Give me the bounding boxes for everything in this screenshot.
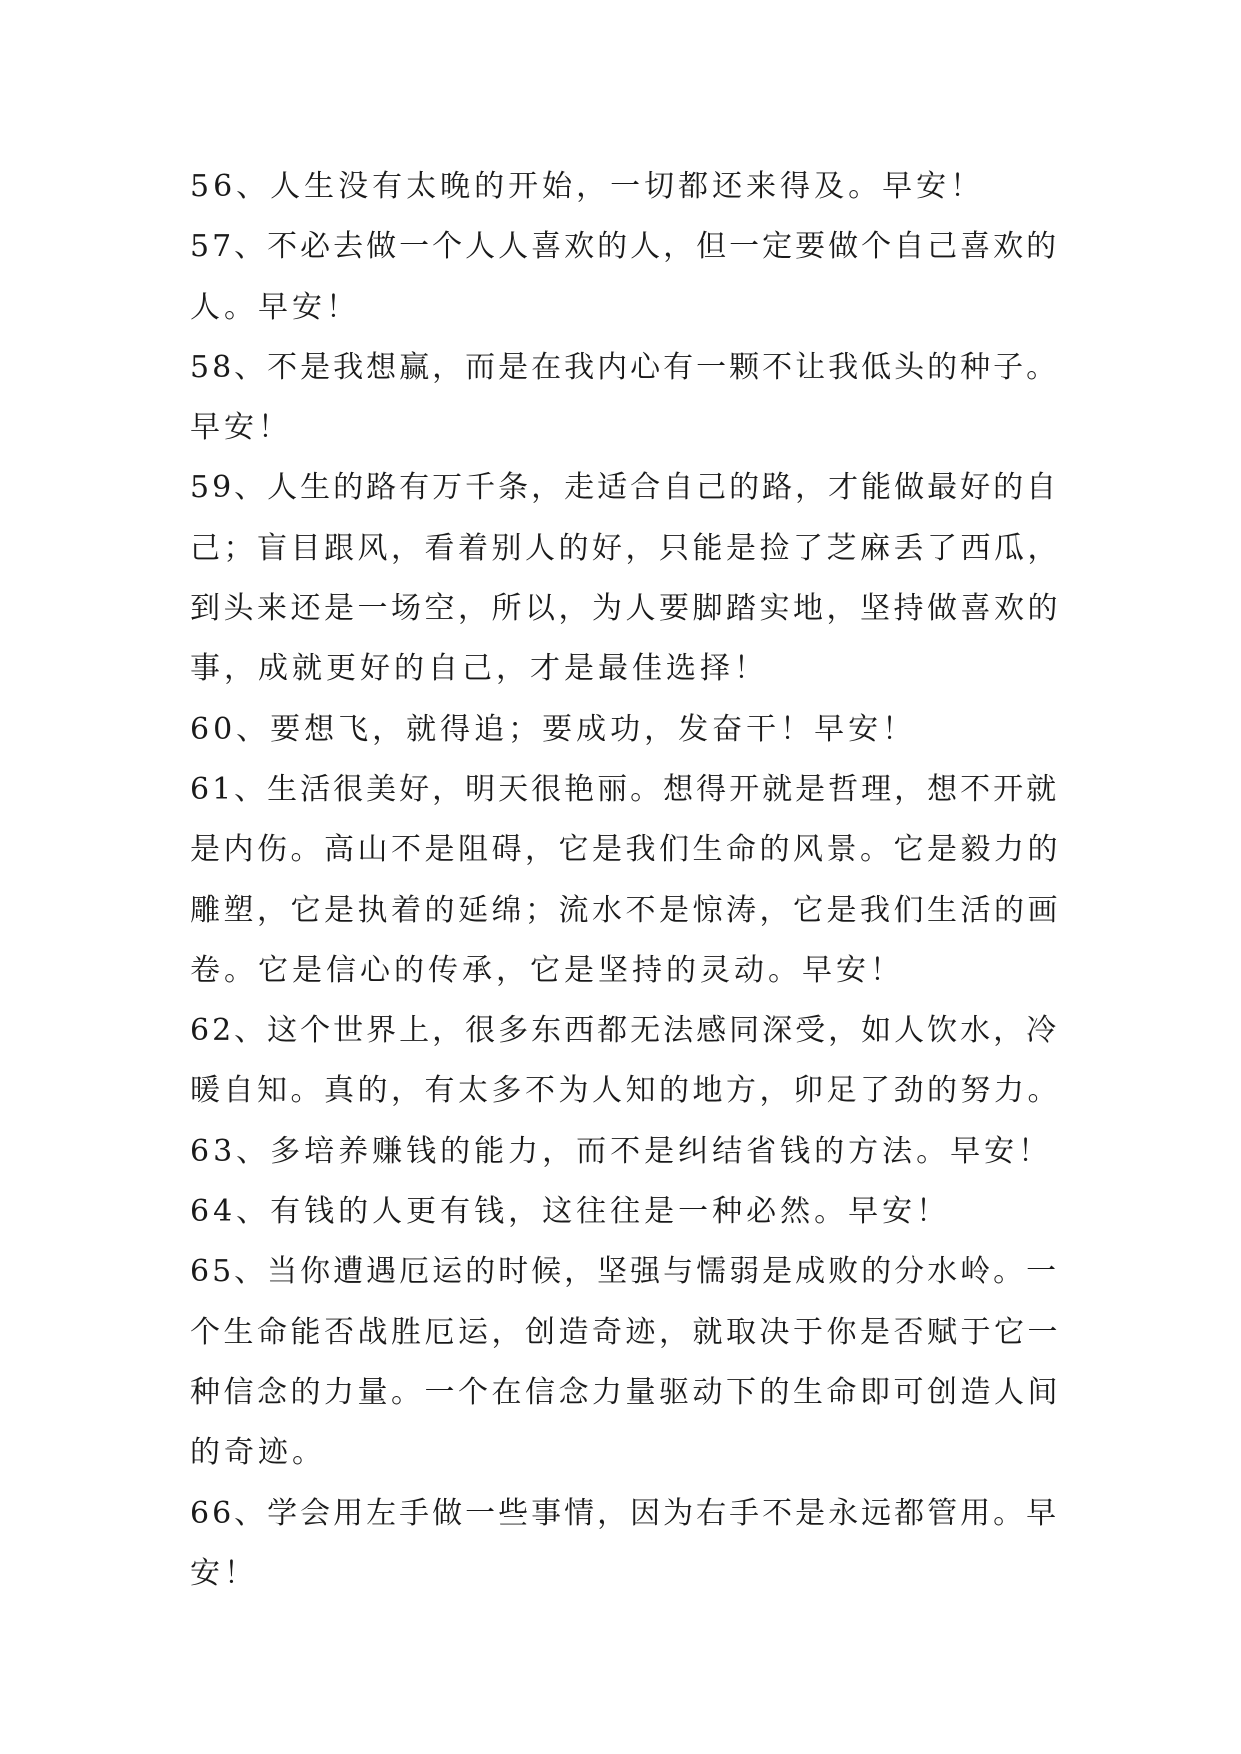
text-line: 卷。它是信心的传承，它是坚持的灵动。早安！ [190, 952, 904, 988]
text-line: 57、不必去做一个人人喜欢的人，但一定要做个自己喜欢的 [190, 229, 1060, 265]
text-line: 59、人生的路有万千条，走适合自己的路，才能做最好的自 [190, 470, 1060, 506]
text-line: 64、有钱的人更有钱，这往往是一种必然。早安！ [190, 1194, 951, 1230]
text-line: 是内伤。高山不是阻碍，它是我们生命的风景。它是毅力的 [190, 832, 1061, 868]
text-line: 个生命能否战胜厄运，创造奇迹，就取决于你是否赋于它一 [190, 1314, 1061, 1350]
text-line: 暖自知。真的，有太多不为人知的地方，卯足了劲的努力。 [190, 1073, 1061, 1109]
document-body [190, 157, 1070, 1604]
text-line: 到头来还是一场空，所以，为人要脚踏实地，坚持做喜欢的 [190, 591, 1061, 627]
text-line: 己；盲目跟风，看着别人的好，只能是捡了芝麻丢了西瓜， [190, 530, 1061, 566]
text-line: 56、人生没有太晚的开始，一切都还来得及。早安！ [190, 169, 985, 204]
text-line: 的奇迹。 [190, 1435, 326, 1471]
text-line: 人。早安！ [190, 289, 360, 325]
text-line: 事，成就更好的自己，才是最佳选择！ [190, 651, 768, 687]
text-line: 雕塑，它是执着的延绵；流水不是惊涛，它是我们生活的画 [190, 892, 1061, 928]
text-line: 早安！ [190, 410, 292, 446]
text-line: 安！ [190, 1555, 258, 1591]
text-line: 58、不是我想赢，而是在我内心有一颗不让我低头的种子。 [190, 349, 1060, 385]
text-line: 62、这个世界上，很多东西都无法感同深受，如人饮水，冷 [190, 1013, 1060, 1049]
text-line: 66、学会用左手做一些事情，因为右手不是永远都管用。早 [190, 1495, 1060, 1531]
text-line: 61、生活很美好，明天很艳丽。想得开就是哲理，想不开就 [190, 771, 1060, 807]
text-line: 63、多培养赚钱的能力，而不是纠结省钱的方法。早安！ [190, 1133, 1053, 1169]
text-line: 60、要想飞，就得追；要成功，发奋干！早安！ [190, 711, 917, 747]
text-line: 种信念的力量。一个在信念力量驱动下的生命即可创造人间 [190, 1374, 1061, 1410]
text-line: 65、当你遭遇厄运的时候，坚强与懦弱是成败的分水岭。一 [190, 1254, 1060, 1290]
